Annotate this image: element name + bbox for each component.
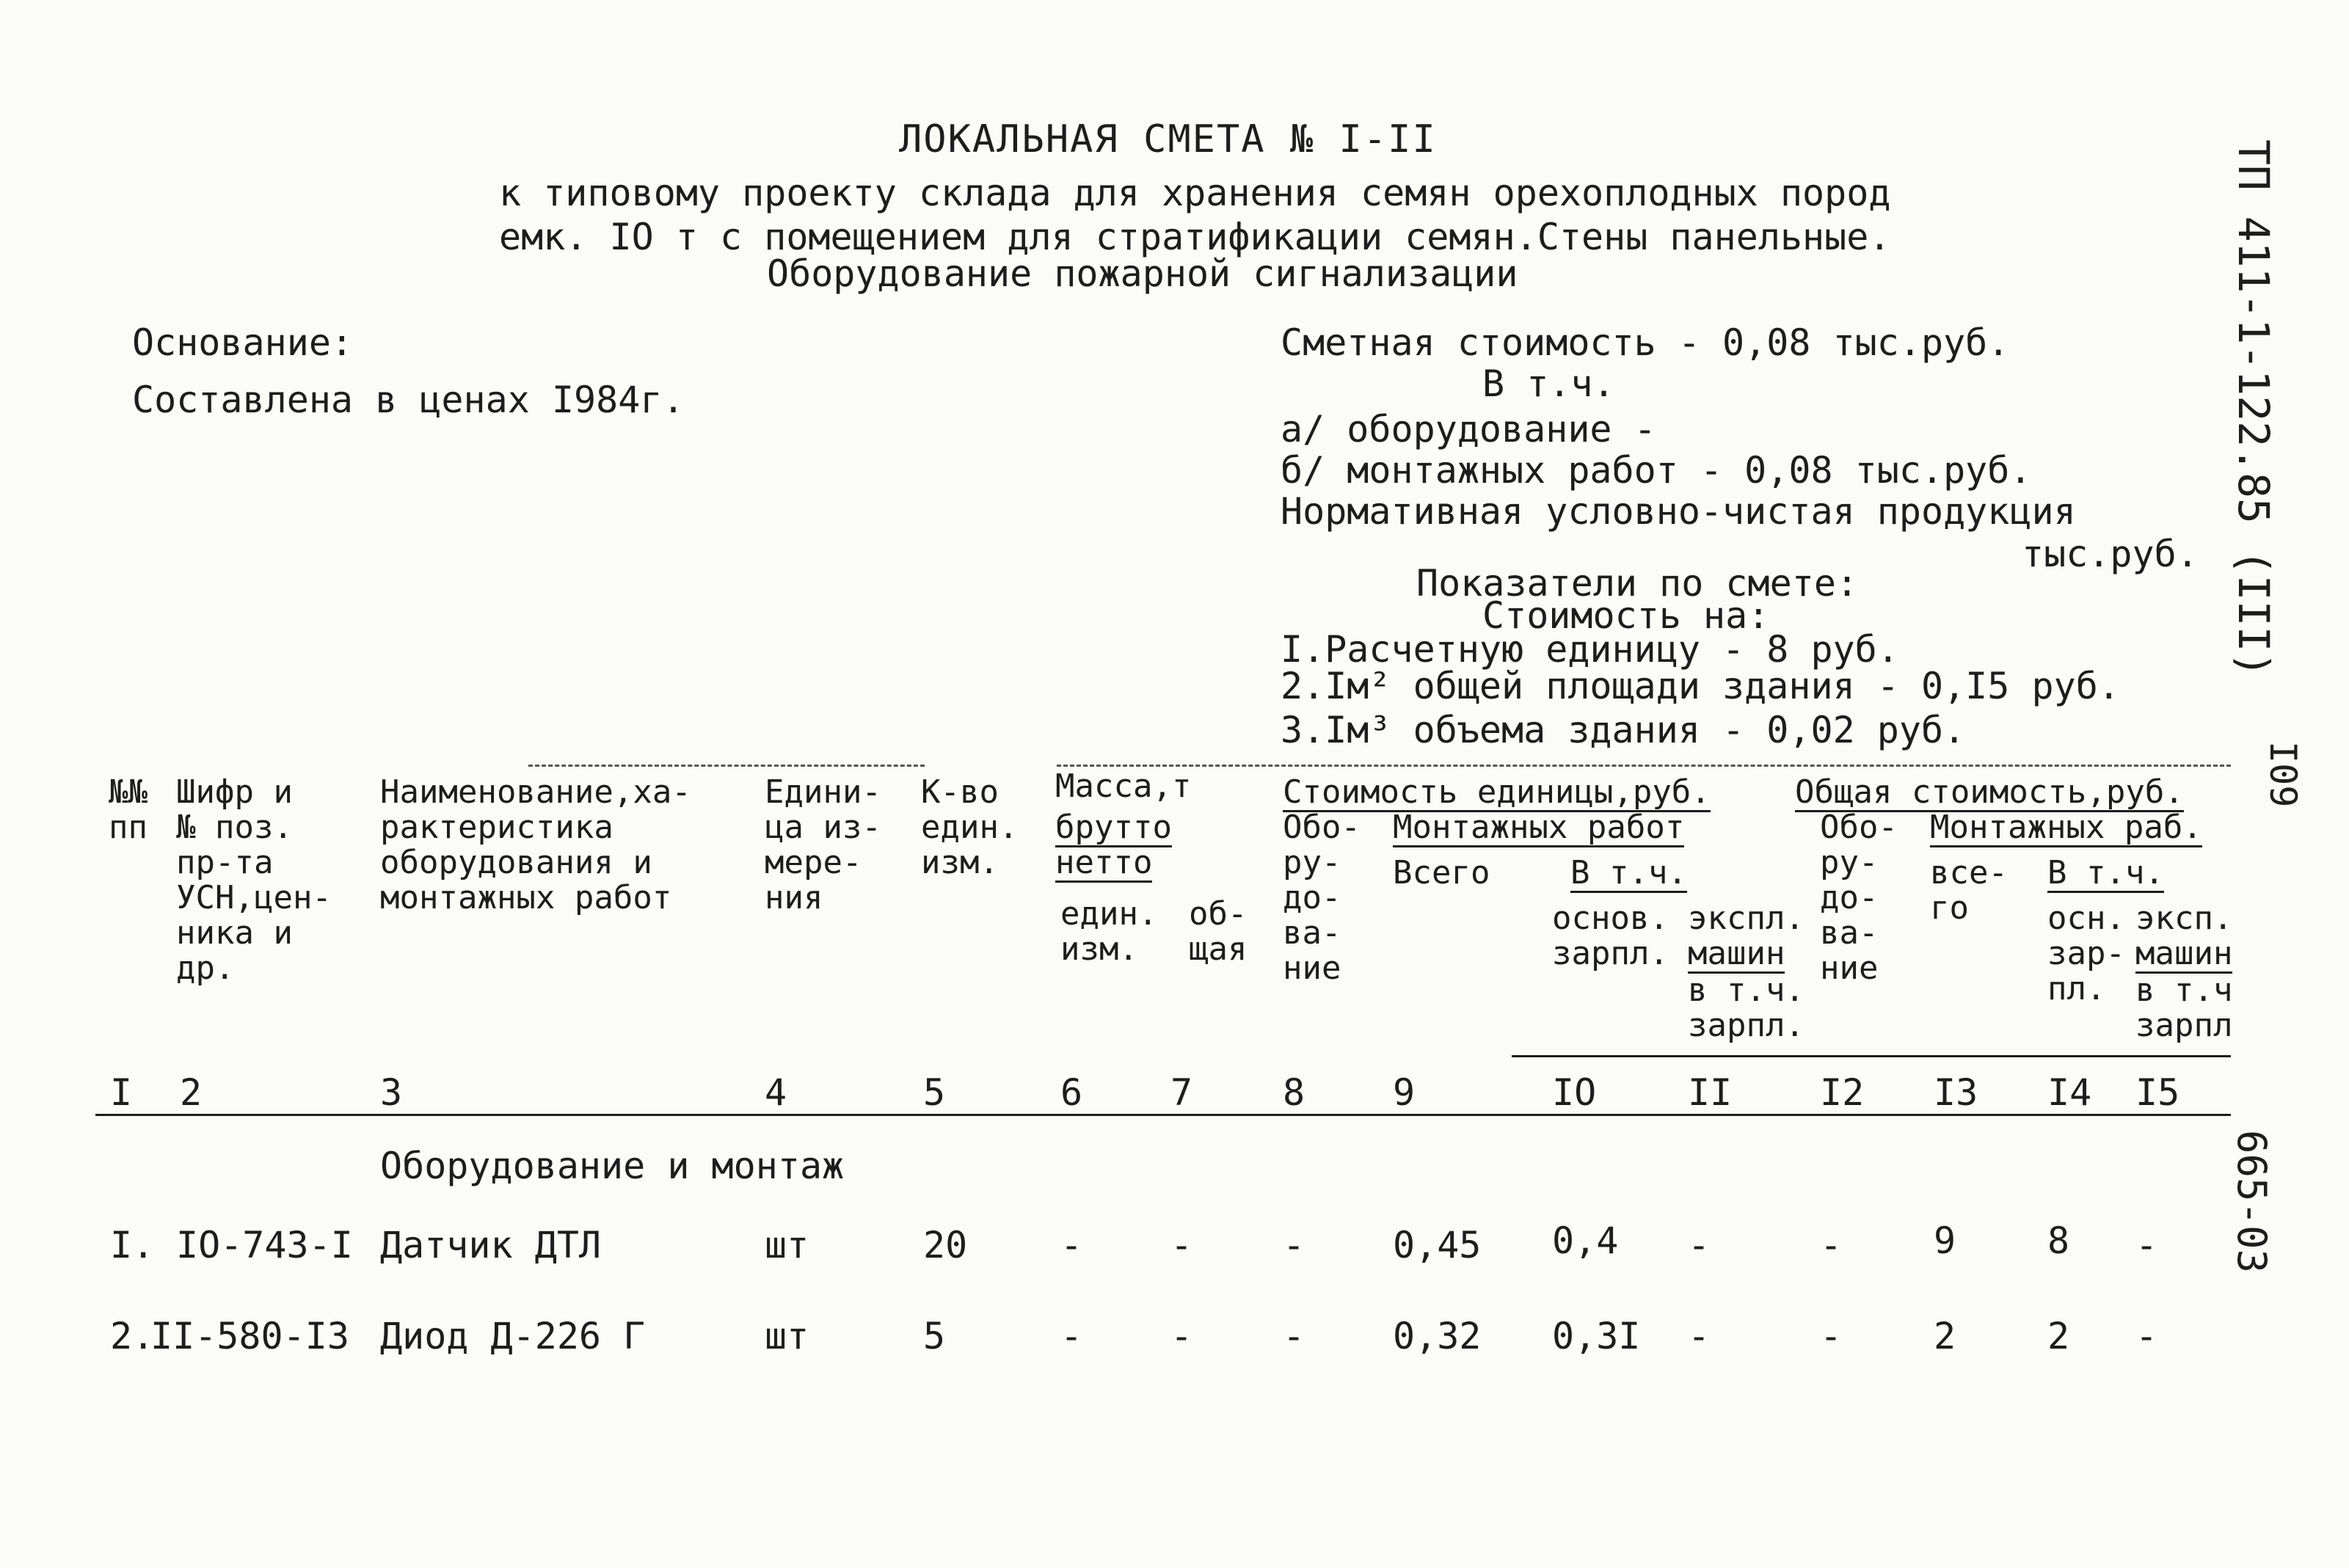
- row-machines-total: -: [2135, 1224, 2158, 1266]
- row-unit: шт: [765, 1224, 809, 1266]
- row-quantity: 5: [923, 1315, 946, 1357]
- row-mass-total: -: [1170, 1315, 1193, 1357]
- header-mass-total: об- щая: [1189, 895, 1248, 968]
- row-equipment-total: -: [1820, 1224, 1843, 1266]
- basis-prices: Составлена в ценах I984г.: [132, 379, 685, 421]
- section-title: Оборудование и монтаж: [380, 1145, 845, 1187]
- row-number: I.: [110, 1224, 155, 1266]
- row-all: 2: [1934, 1315, 1956, 1357]
- column-number: I2: [1820, 1071, 1865, 1114]
- row-equipment-total: -: [1820, 1315, 1843, 1357]
- row-name: Диод Д-226 Г: [380, 1315, 646, 1357]
- subtitle-line-1: к типовому проекту склада для хранения семян орехоплодных пород: [499, 172, 1891, 214]
- header-base-wage: основ. зарпл.: [1552, 900, 1669, 972]
- row-mass-unit: -: [1060, 1224, 1083, 1266]
- indicators-title: Показатели по смете:: [1416, 562, 1859, 605]
- summary-incl: В т.ч.: [1482, 362, 1615, 405]
- indicators-cost-for: Стоимость на:: [1482, 594, 1770, 637]
- header-brutto: брутто: [1055, 809, 1172, 846]
- header-equipment-total: Обо- ру- до- ва- ние: [1820, 809, 1898, 987]
- header-install-works: Монтажных работ: [1393, 809, 1685, 846]
- summary-normative-unit: тыс.руб.: [2022, 533, 2199, 575]
- header-unit-cost: Стоимость единицы,руб.: [1283, 773, 1711, 811]
- header-machines-total-c: в т.ч зарпл: [2135, 971, 2233, 1044]
- row-base-wage: 0,4: [1552, 1219, 1619, 1262]
- header-name: Наименование,ха- рактеристика оборудования и монтажных работ: [380, 773, 691, 916]
- header-code: Шифр и № поз. пр-та УСН,цен- ника и др.: [176, 773, 332, 987]
- column-number: I: [110, 1071, 133, 1114]
- header-total-cost: Общая стоимость,руб.: [1795, 773, 2184, 811]
- header-quantity: К-во един. изм.: [921, 773, 1019, 881]
- row-code: IO-743-I: [176, 1224, 353, 1266]
- column-number: 7: [1170, 1071, 1193, 1114]
- header-machines-total-b: машин: [2135, 935, 2233, 972]
- project-code-vertical: ТП 411-1-122.85 (III): [2229, 139, 2279, 678]
- header-unit: Едини- ца из- мере- ния: [765, 773, 881, 916]
- row-unit: шт: [765, 1315, 809, 1357]
- header-incl-2: В т.ч.: [2047, 854, 2164, 891]
- basis-label: Основание:: [132, 321, 354, 364]
- column-number: II: [1688, 1071, 1733, 1114]
- subtitle-line-3: Оборудование пожарной сигнализации: [767, 252, 1518, 295]
- subtitle-line-2: емк. IO т с помещением для стратификации семян.Стены панельные.: [499, 216, 1891, 258]
- row-total-unit: 0,45: [1393, 1224, 1482, 1266]
- row-wage-total: 8: [2047, 1219, 2070, 1262]
- table-top-rule-right: [1057, 765, 2231, 767]
- summary-equipment: а/ оборудование -: [1281, 408, 1656, 451]
- row-equipment-unit: -: [1283, 1315, 1305, 1357]
- header-mass-unit: един. изм.: [1060, 895, 1158, 968]
- column-number: 8: [1283, 1071, 1305, 1114]
- header-machines-b: машин: [1688, 935, 1785, 972]
- sheet-number-vertical: 665-03: [2229, 1130, 2275, 1274]
- summary-normative: Нормативная условно-чистая продукция: [1281, 490, 2076, 533]
- row-machines-total: -: [2135, 1315, 2158, 1357]
- indicator-2: 2.Iм² общей площади здания - 0,I5 руб.: [1281, 665, 2120, 707]
- summary-install: б/ монтажных работ - 0,08 тыс.руб.: [1281, 449, 2032, 492]
- indicator-1: I.Расчетную единицу - 8 руб.: [1281, 628, 1899, 671]
- indicator-3: 3.Iм³ объема здания - 0,02 руб.: [1281, 709, 1966, 751]
- column-number: 9: [1393, 1071, 1416, 1114]
- header-row-number: №№ пп: [109, 773, 148, 846]
- column-number: I3: [1934, 1071, 1978, 1114]
- page-number-vertical: I09: [2262, 741, 2304, 808]
- header-all: все- го: [1930, 854, 2008, 927]
- row-number: 2.: [110, 1315, 155, 1357]
- row-mass-unit: -: [1060, 1315, 1083, 1357]
- column-numbers-rule: [95, 1114, 2231, 1116]
- row-name: Датчик ДТЛ: [380, 1224, 602, 1266]
- header-netto: нетто: [1055, 844, 1153, 881]
- row-mass-total: -: [1170, 1224, 1193, 1266]
- column-number: 2: [180, 1071, 203, 1114]
- header-machines-a: экспл.: [1688, 900, 1804, 937]
- column-number: IO: [1552, 1071, 1597, 1114]
- header-mass: Масса,т: [1055, 767, 1192, 805]
- row-wage-total: 2: [2047, 1315, 2070, 1357]
- header-machines-total-a: эксп.: [2135, 900, 2233, 937]
- row-total-unit: 0,32: [1393, 1315, 1482, 1357]
- table-top-rule-left: [528, 765, 925, 767]
- row-base-wage: 0,3I: [1552, 1315, 1641, 1357]
- column-number: 5: [923, 1071, 946, 1114]
- column-number: 6: [1060, 1071, 1083, 1114]
- header-incl-1: В т.ч.: [1570, 854, 1687, 891]
- column-number: 4: [765, 1071, 787, 1114]
- column-number: I4: [2047, 1071, 2092, 1114]
- header-bottom-rule: [1512, 1055, 2231, 1057]
- row-machines: -: [1688, 1224, 1711, 1266]
- column-number: I5: [2135, 1071, 2180, 1114]
- summary-cost: Сметная стоимость - 0,08 тыс.руб.: [1281, 321, 2010, 364]
- header-equipment-unit: Обо- ру- до- ва- ние: [1283, 809, 1361, 987]
- header-install-works-2: Монтажных раб.: [1930, 809, 2202, 846]
- document-title: ЛОКАЛЬНАЯ СМЕТА № I-II: [899, 117, 1437, 161]
- row-code: II-580-I3: [150, 1315, 349, 1357]
- header-total-unit: Всего: [1393, 854, 1490, 891]
- row-machines: -: [1688, 1315, 1711, 1357]
- header-wage-total: осн. зар- пл.: [2047, 900, 2125, 1007]
- row-quantity: 20: [923, 1224, 968, 1266]
- header-machines-c: в т.ч. зарпл.: [1688, 971, 1804, 1044]
- row-equipment-unit: -: [1283, 1224, 1305, 1266]
- column-number: 3: [380, 1071, 403, 1114]
- row-all: 9: [1934, 1219, 1956, 1262]
